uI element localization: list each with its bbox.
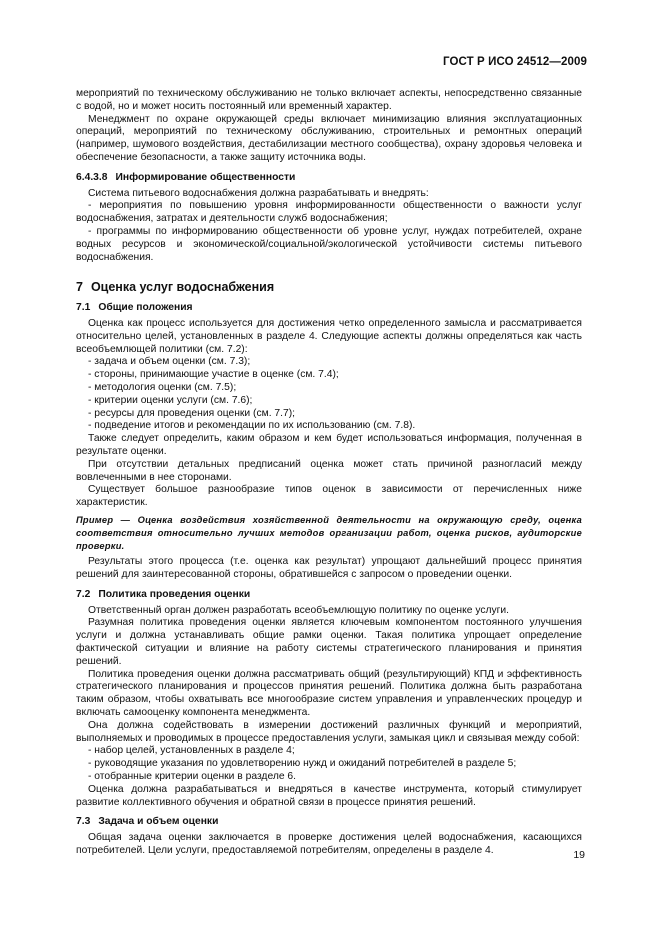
paragraph: Результаты этого процесса (т.е. оценка как результат) упрощают дальнейший процесс принятия решений для заинтересованной стороны, обратившейся с запросом о проведении оценки. bbox=[76, 556, 582, 581]
section-title: Общие положения bbox=[98, 302, 193, 314]
list-item: - стороны, принимающие участие в оценке (см. 7.4); bbox=[88, 369, 339, 381]
section-number: 6.4.3.8 bbox=[76, 171, 108, 183]
paragraph: Политика проведения оценки должна рассматривать общий (результирующий) КПД и эффективность стратегического планирования и процессов принятия решений. Политика должна быть разработана таким образом, чтобы охватывать все многообразие систем управления и управленческих процедур и включать самооценку компонента менеджмента. bbox=[76, 668, 582, 719]
paragraph: Разумная политика проведения оценки является ключевым компонентом постоянного улучшения услуги и должна устанавливать общие рамки оценки. Такая политика упрощает определение фактической ситуации и влияние на работу системы стратегического планирования и принятия решений. bbox=[76, 617, 582, 667]
paragraph: Ответственный орган должен разработать всеобъемлющую политику по оценке услуги. bbox=[88, 604, 510, 616]
section-number: 7 bbox=[76, 280, 83, 295]
paragraph: Менеджмент по охране окружающей среды включает минимизацию влияния эксплуатационных операций, мероприятий по техническому обслуживанию, строительных и ремонтных операций (например, шумового воздействия, дестабилизации местного сообщества), охрану здоровья человека и обеспечение безопасности, а также защиту источника воды. bbox=[76, 113, 582, 163]
list-item: - подведение итогов и рекомендации по их использованию (см. 7.8). bbox=[88, 420, 416, 432]
document-header: ГОСТ Р ИСО 24512—2009 bbox=[442, 56, 587, 68]
section-heading-7-2 bbox=[76, 589, 582, 602]
paragraph: Она должна содействовать в измерении достижений различных функций и мероприятий, выполняемых и проводимых в процессе предоставления услуги, замыкая цикл и связывая между собой: bbox=[76, 719, 582, 744]
example-note: Пример — Оценка воздействия хозяйственной деятельности на окружающую среду, оценка соответствия относительно лучших методов организации работ, оценка рисков, аудиторские проверки. bbox=[76, 514, 582, 551]
paragraph: При отсутствии детальных предписаний оценка может стать причиной разногласий между вовлеченными в нее сторонами. bbox=[76, 458, 582, 483]
list-item: - задача и объем оценки (см. 7.3); bbox=[88, 356, 251, 368]
list-item: - ресурсы для проведения оценки (см. 7.7); bbox=[88, 407, 296, 419]
list-item: - критерии оценки услуги (см. 7.6); bbox=[88, 394, 253, 406]
section-title: Политика проведения оценки bbox=[98, 588, 251, 600]
paragraph: Существует большое разнообразие типов оценок в зависимости от перечисленных ниже характеристик. bbox=[76, 484, 582, 509]
paragraph: Оценка как процесс используется для достижения четко определенного замысла и рассматривается относительно целей, установленных в разделе 4. Следующие аспекты должны определяться как часть всеобъемлющей политики (см. 7.2): bbox=[76, 317, 582, 355]
section-title: Оценка услуг водоснабжения bbox=[90, 280, 275, 295]
section-heading-7-3 bbox=[76, 816, 582, 829]
list-item: - руководящие указания по удовлетворению нужд и ожиданий потребителей в разделе 5; bbox=[88, 758, 517, 770]
section-number: 7.3 bbox=[76, 816, 91, 828]
paragraph: мероприятий по техническому обслуживанию не только включает аспекты, непосредственно связанные с водой, но и может носить постоянный или временный характер. bbox=[76, 88, 582, 112]
paragraph: Система питьевого водоснабжения должна разрабатывать и внедрять: bbox=[88, 187, 429, 199]
section-title: Информирование общественности bbox=[115, 171, 296, 183]
section-number: 7.2 bbox=[76, 588, 91, 600]
list-item: - набор целей, установленных в разделе 4; bbox=[88, 745, 295, 757]
document-body bbox=[76, 88, 582, 858]
list-item: - отобранные критерии оценки в разделе 6. bbox=[88, 771, 297, 783]
section-title: Задача и объем оценки bbox=[98, 816, 219, 828]
page-number: 19 bbox=[573, 849, 585, 861]
section-heading-7-1 bbox=[76, 302, 582, 315]
list-item: - методология оценки (см. 7.5); bbox=[88, 381, 237, 393]
section-heading-6-4-3-8 bbox=[76, 172, 582, 185]
list-item: - мероприятия по повышению уровня информированности общественности о важности услуг водоснабжения, затратах и деятельности служб водоснабжения; bbox=[76, 200, 582, 225]
paragraph: Оценка должна разрабатываться и внедряться в качестве инструмента, который стимулирует развитие коллективного обучения и обратной связи в процессе принятия решений. bbox=[76, 783, 582, 808]
section-heading-7 bbox=[76, 281, 582, 294]
list-item: - программы по информированию общественности об уровне услуг, нуждах потребителей, охране водных ресурсов и экономической/социальной/экологической устойчивости системы питьевого водоснабжения. bbox=[76, 225, 582, 263]
paragraph: Также следует определить, каким образом и кем будет использоваться информация, полученная в результате оценки. bbox=[76, 433, 582, 457]
paragraph: Общая задача оценки заключается в проверке достижения целей водоснабжения, касающихся потребителей. Цели услуги, предоставляемой потребителям, определены в разделе 4. bbox=[76, 832, 582, 857]
section-number: 7.1 bbox=[76, 302, 91, 314]
